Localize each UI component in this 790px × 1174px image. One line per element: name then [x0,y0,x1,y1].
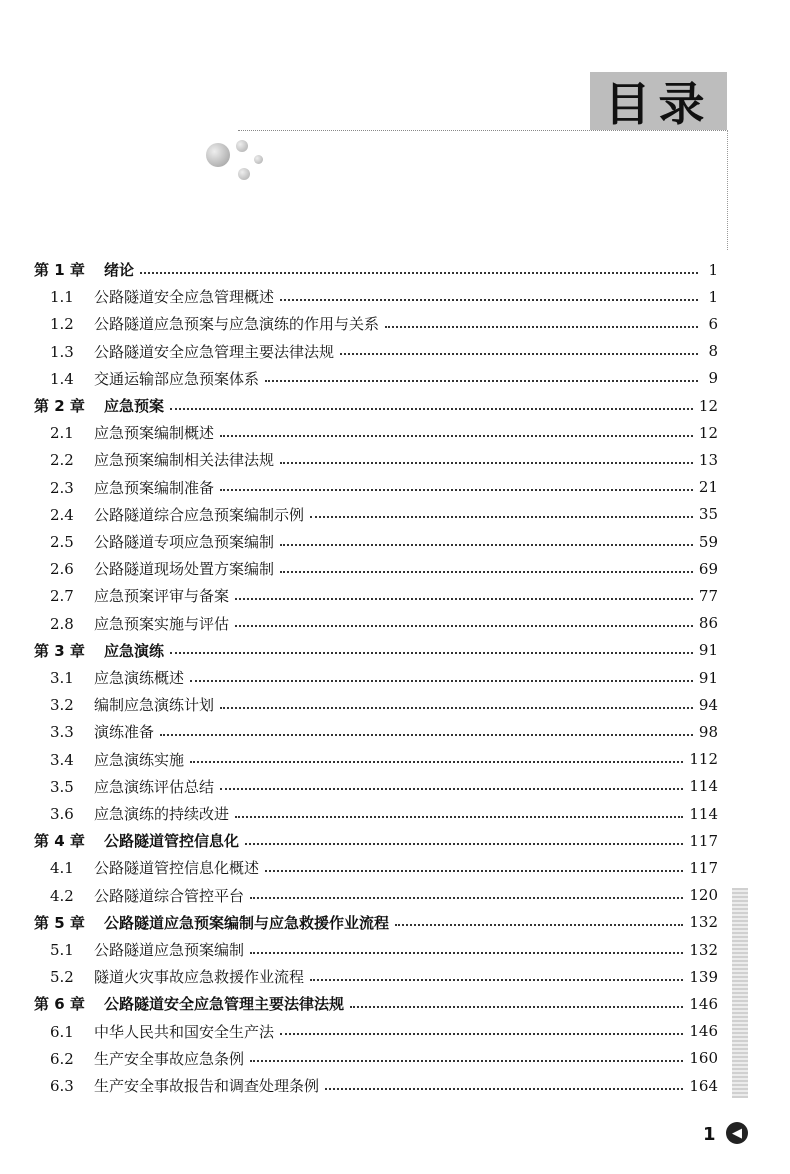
toc-entry-number: 6.1 [50,1022,74,1041]
toc-entry-title: 应急演练概述 [94,669,185,687]
toc-entry-title: 应急预案评审与备案 [94,587,230,606]
toc-entry-label [50,449,274,470]
page-edge-strip [732,888,748,1098]
toc-page-number: 1 [708,260,718,279]
toc-section-row[interactable] [50,691,718,718]
toc-entry-label [50,1021,274,1042]
toc-entry-title: 应急演练 [104,641,165,660]
toc-leader-dots [245,843,683,845]
toc-section-row[interactable] [50,882,718,909]
toc-entry-label [50,694,214,715]
toc-entry-title: 公路隧道综合应急预案编制示例 [94,505,305,524]
toc-page-number: 114 [689,804,718,823]
toc-entry-label [50,477,214,498]
toc-entry-label [50,749,184,770]
toc-entry-number: 3.3 [50,723,74,742]
toc-entry-label [50,885,244,906]
toc-leader-dots [310,516,693,518]
toc-leader-dots [190,680,693,682]
toc-entry-label [50,531,274,552]
toc-entry-label [34,830,239,851]
toc-section-row[interactable] [50,963,718,990]
toc-leader-dots [160,734,693,736]
toc-entry-title: 应急预案编制准备 [94,478,215,497]
toc-section-row[interactable] [50,419,718,446]
toc-entry-label [50,558,274,579]
toc-entry-title: 绪论 [104,261,135,279]
toc-entry-label [34,993,344,1014]
toc-entry-title: 公路隧道综合管控平台 [94,886,245,905]
toc-entry-label [50,422,214,443]
toc-entry-number: 3.2 [50,696,74,715]
toc-entry-title: 公路隧道管控信息化概述 [94,859,260,878]
toc-title-box [590,72,727,130]
toc-page-number: 12 [698,396,718,415]
toc-entry-number: 3.1 [50,669,74,687]
toc-entry-number: 3.6 [50,805,74,823]
toc-entry-label [50,286,274,307]
title-divider [238,130,728,131]
toc-entry-title: 公路隧道管控信息化 [104,832,240,851]
decorative-dot-icon [254,155,263,164]
toc-entry-number: 4.2 [50,886,74,905]
toc-section-row[interactable] [50,528,718,555]
toc-entry-title: 生产安全事故应急条例 [94,1049,245,1068]
toc-chapter-row[interactable] [34,256,718,283]
toc-leader-dots [235,598,693,600]
toc-entry-label [50,857,259,878]
toc-leader-dots [340,353,698,355]
toc-entry-number: 2.7 [50,587,74,606]
toc-section-row[interactable] [50,1045,718,1072]
toc-entry-number: 第 6 章 [34,995,85,1014]
toc-entry-title: 中华人民共和国安全生产法 [94,1022,275,1041]
toc-section-row[interactable] [50,446,718,473]
toc-entry-number: 2.1 [50,424,74,443]
toc-page-number: 114 [689,777,718,796]
toc-entry-title: 交通运输部应急预案体系 [94,369,260,388]
toc-leader-dots [280,299,698,301]
toc-entry-label [34,912,389,933]
toc-section-row[interactable] [50,610,718,637]
toc-entry-number: 第 5 章 [34,913,85,932]
toc-leader-dots [250,897,683,899]
toc-entry-title: 隧道火灾事故应急救援作业流程 [94,968,305,987]
toc-page-number: 160 [689,1049,718,1068]
toc-leader-dots [385,326,698,328]
toc-page-number: 35 [698,505,718,524]
toc-entry-label [50,721,154,742]
toc-section-row[interactable] [50,501,718,528]
toc-entry-title: 公路隧道现场处置方案编制 [94,560,275,579]
toc-page-number: 6 [708,314,718,333]
toc-entry-number: 第 4 章 [34,832,85,851]
toc-chapter-row[interactable] [34,637,718,664]
toc-entry-label [50,613,229,634]
toc-page-number: 21 [698,478,718,497]
toc-page-number: 146 [689,994,718,1013]
toc-entry-label [50,1075,319,1096]
toc-leader-dots [235,625,693,627]
toc-chapter-row[interactable] [34,990,718,1017]
toc-entry-title: 编制应急演练计划 [94,696,215,715]
toc-page-number: 69 [698,559,718,578]
toc-entry-title: 公路隧道安全应急管理主要法律法规 [104,995,345,1014]
toc-section-row[interactable] [50,1018,718,1045]
toc-entry-label [50,966,304,987]
decorative-dot-icon [236,140,248,152]
toc-section-row[interactable] [50,664,718,691]
toc-entry-title: 演练准备 [94,723,155,742]
toc-entry-label [34,640,164,661]
toc-chapter-row[interactable] [34,392,718,419]
toc-page-number: 86 [698,614,718,633]
toc-leader-dots [350,1006,683,1008]
toc-section-row[interactable] [50,718,718,745]
toc-page-number: 1 [708,287,718,306]
toc-page-number: 120 [689,886,718,905]
toc-entry-number: 2.5 [50,533,74,551]
toc-entry-label [34,395,164,416]
toc-section-row[interactable] [50,854,718,881]
decorative-dot-icon [238,168,250,180]
toc-leader-dots [250,1060,683,1062]
decorative-dot-icon [206,143,230,167]
toc-leader-dots [280,462,693,464]
toc-leader-dots [170,408,693,410]
toc-section-row[interactable] [50,283,718,310]
toc-page-number: 12 [698,423,718,442]
toc-page-number: 117 [689,858,718,877]
toc-page-number: 139 [689,967,718,986]
toc-leader-dots [280,1033,683,1035]
toc-page-number: 132 [689,913,718,932]
page-title: 目录 [604,77,713,131]
title-vertical-divider [727,130,728,250]
toc-leader-dots [265,870,683,872]
toc-leader-dots [325,1088,683,1090]
toc-entry-title: 应急预案编制相关法律法规 [94,451,275,470]
toc-entry-title: 公路隧道应急预案编制与应急救援作业流程 [104,913,390,932]
toc-entry-title: 公路隧道应急预案与应急演练的作用与关系 [94,315,380,334]
toc-leader-dots [280,544,693,546]
toc-entry-title: 应急预案实施与评估 [94,614,230,633]
toc-entry-title: 公路隧道专项应急预案编制 [94,533,275,551]
toc-page-number: 13 [698,450,718,469]
toc-section-row[interactable] [50,338,718,365]
toc-entry-number: 2.3 [50,478,74,497]
toc-entry-number: 2.8 [50,614,74,633]
toc-leader-dots [310,979,683,981]
toc-page-number: 91 [698,641,718,660]
toc-page-number: 132 [689,940,718,959]
toc-entry-number: 第 1 章 [34,261,85,279]
toc-page-number: 8 [708,342,718,361]
toc-leader-dots [280,571,693,573]
toc-leader-dots [170,652,693,654]
toc-section-row[interactable] [50,582,718,609]
toc-entry-label [50,585,229,606]
toc-leader-dots [190,761,683,763]
toc-entry-number: 4.1 [50,859,74,878]
toc-entry-number: 第 3 章 [34,641,85,660]
toc-leader-dots [235,816,683,818]
toc-entry-label [50,1048,244,1069]
toc-leader-dots [220,489,693,491]
toc-entry-number: 1.3 [50,342,74,361]
toc-entry-number: 5.1 [50,941,74,959]
toc-entry-label [50,939,244,960]
toc-leader-dots [265,380,698,382]
toc-section-row[interactable] [50,936,718,963]
toc-section-row[interactable] [50,310,718,337]
toc-page-number: 59 [698,532,718,551]
toc-entry-label [50,776,214,797]
toc-entry-title: 应急预案编制概述 [94,424,215,443]
toc-entry-title: 应急演练的持续改进 [94,805,230,823]
toc-chapter-row[interactable] [34,827,718,854]
toc-entry-label [50,803,229,824]
toc-entry-number: 2.4 [50,505,74,524]
toc-entry-title: 应急演练评估总结 [94,777,215,796]
toc-entry-title: 公路隧道安全应急管理概述 [94,288,275,307]
toc-entry-number: 3.5 [50,777,74,796]
toc-entry-number: 6.3 [50,1077,74,1095]
toc-entry-title: 生产安全事故报告和调查处理条例 [94,1077,320,1095]
toc-page-number: 77 [698,586,718,605]
toc-entry-title: 应急演练实施 [94,750,185,769]
toc-entry-title: 公路隧道应急预案编制 [94,941,245,959]
toc-page-number: 94 [698,695,718,714]
toc-section-row[interactable] [50,773,718,800]
toc-entry-number: 6.2 [50,1049,74,1068]
toc-entry-number: 1.4 [50,369,74,388]
toc-entry-label [50,313,379,334]
toc-entry-label [50,504,304,525]
toc-page-number: 117 [689,831,718,850]
toc-entry-label [50,667,184,688]
toc-leader-dots [250,952,683,954]
toc-entry-number: 2.2 [50,451,74,470]
toc-entry-label [50,341,334,362]
toc-page-number: 146 [689,1022,718,1041]
toc-chapter-row[interactable] [34,909,718,936]
toc-entry-label [34,259,134,280]
toc-leader-dots [220,788,683,790]
toc-page-number: 91 [698,668,718,687]
toc-page-number: 98 [698,722,718,741]
toc-leader-dots [140,272,698,274]
toc-section-row[interactable] [50,555,718,582]
toc-entry-number: 5.2 [50,968,74,987]
toc-entry-number: 1.1 [50,288,74,307]
toc-leader-dots [220,707,693,709]
toc-entry-number: 3.4 [50,750,74,769]
toc-entry-number: 2.6 [50,560,74,579]
toc-section-row[interactable] [50,474,718,501]
toc-entry-title: 公路隧道安全应急管理主要法律法规 [94,342,335,361]
toc-page-number: 9 [708,369,718,388]
page-number: 1 [703,1124,716,1145]
toc-page-number: 164 [689,1076,718,1095]
toc-leader-dots [220,435,693,437]
toc-page-number: 112 [689,750,718,769]
toc-entry-label [50,368,259,389]
toc-section-row[interactable] [50,800,718,827]
toc-section-row[interactable] [50,1072,718,1099]
toc-section-row[interactable] [50,365,718,392]
toc-leader-dots [395,924,683,926]
toc-entry-title: 应急预案 [104,397,165,415]
arrow-left-icon: ◀ [726,1122,748,1144]
toc-section-row[interactable] [50,746,718,773]
toc-entry-number: 1.2 [50,315,74,334]
toc-entry-number: 第 2 章 [34,397,85,415]
